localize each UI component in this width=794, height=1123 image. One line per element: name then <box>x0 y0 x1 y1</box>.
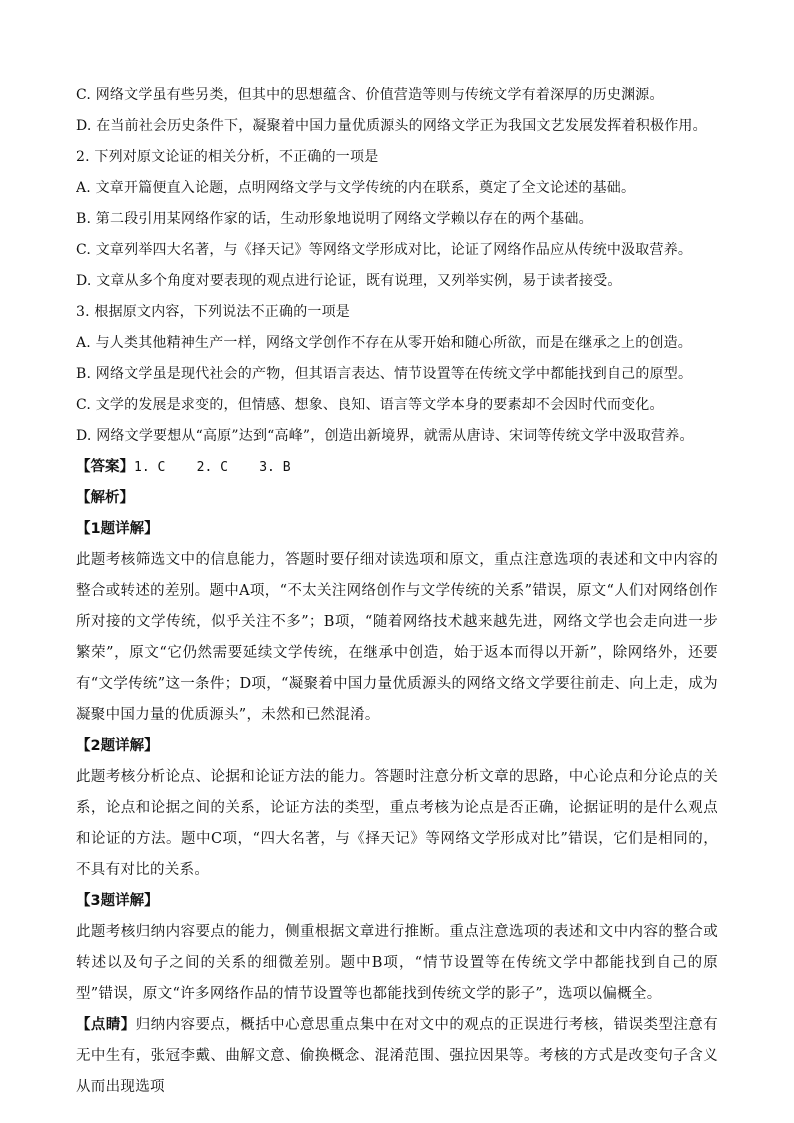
analysis-heading: 【解析】 <box>76 490 134 506</box>
q1-option-d: D. 在当前社会历史条件下，凝聚着中国力量优质源头的网络文学正为我国文艺发展发挥着积极作用。 <box>76 118 707 134</box>
q3-option-d: D. 网络文学要想从“高原”达到“高峰”，创造出新境界，就需从唐诗、宋词等传统文学中汲取营养。 <box>76 428 694 444</box>
q3-option-b: B. 网络文学虽是现代社会的产物，但其语言表达、情节设置等在传统文学中都能找到自己的原型。 <box>76 366 693 382</box>
answer-label: 【答案】 <box>76 459 134 475</box>
q3-option-a: A. 与人类其他精神生产一样，网络文学创作不存在从零开始和随心所欲，而是在继承之上的创造。 <box>76 335 693 351</box>
detail3-text: 此题考核归纳内容要点的能力，侧重根据文章进行推断。重点注意选项的表述和文中内容的整合或转述以及句子之间的关系的细微差别。题中B项，“情节设置等在传统文学中都能找到自己的原型”错误，原文“许多网络作品的情节设置等也都能找到传统文学的影子”，选项以偏概全。 <box>76 924 718 1002</box>
tip-paragraph <box>76 1010 718 1103</box>
detail2-text: 此题考核分析论点、论据和论证方法的能力。答题时注意分析文章的思路，中心论点和分论点的关系，论点和论据之间的关系，论证方法的类型，重点考核为论点是否正确，论据证明的是什么观点和论证的方法。题中C项，“四大名著，与《择天记》等网络文学形成对比”错误，它们是相同的，不具有对比的关系。 <box>76 769 718 878</box>
answer-value: 1. C 2. C 3. B <box>134 460 291 475</box>
document-page <box>76 80 718 1103</box>
tip-label: 【点睛】 <box>76 1017 136 1033</box>
q2-option-d: D. 文章从多个角度对要表现的观点进行论证，既有说理，又列举实例，易于读者接受。 <box>76 273 622 289</box>
answer-line <box>76 452 718 483</box>
q1-option-c: C. 网络文学虽有些另类，但其中的思想蕴含、价值营造等则与传统文学有着深厚的历史渊源。 <box>76 87 664 103</box>
q2-option-b: B. 第二段引用某网络作家的话，生动形象地说明了网络文学赖以存在的两个基础。 <box>76 211 593 227</box>
detail1-text: 此题考核筛选文中的信息能力，答题时要仔细对读选项和原文，重点注意选项的表述和文中内容的整合或转述的差别。题中A项，“不太关注网络创作与文学传统的关系”错误，原文“人们对网络创作所对接的文学传统，似乎关注不多”；B项，“随着网络技术越来越先进，网络文学也会走向进一步繁荣”，原文“它仍然需要延续文学传统，在继承中创造，始于返本而得以开新”，除网络外，还要有“文学传统”这一条件；D项，“凝聚着中国力量优质源头的网络文络文学要往前走、向上走，成为凝聚中国力量的优质源头”，未然和已然混淆。 <box>76 552 718 723</box>
tip-text: 归纳内容要点，概括中心意思重点集中在对文中的观点的正误进行考核，错误类型注意有无中生有，张冠李戴、曲解文意、偷换概念、混淆范围、强拉因果等。考核的方式是改变句子含义从而出现选项 <box>76 1017 718 1095</box>
q3-option-c: C. 文学的发展是求变的，但情感、想象、良知、语言等文学本身的要素却不会因时代而变化。 <box>76 397 664 413</box>
q2-option-a: A. 文章开篇便直入论题，点明网络文学与文学传统的内在联系，奠定了全文论述的基础。 <box>76 180 636 196</box>
detail2-heading: 【2题详解】 <box>76 738 159 754</box>
q2-option-c: C. 文章列举四大名著，与《择天记》等网络文学形成对比，论证了网络作品应从传统中汲取营养。 <box>76 242 693 258</box>
q2-stem: 2. 下列对原文论证的相关分析，不正确的一项是 <box>76 149 379 165</box>
q3-stem: 3. 根据原文内容，下列说法不正确的一项是 <box>76 304 351 320</box>
detail1-heading: 【1题详解】 <box>76 521 159 537</box>
detail3-heading: 【3题详解】 <box>76 893 159 909</box>
